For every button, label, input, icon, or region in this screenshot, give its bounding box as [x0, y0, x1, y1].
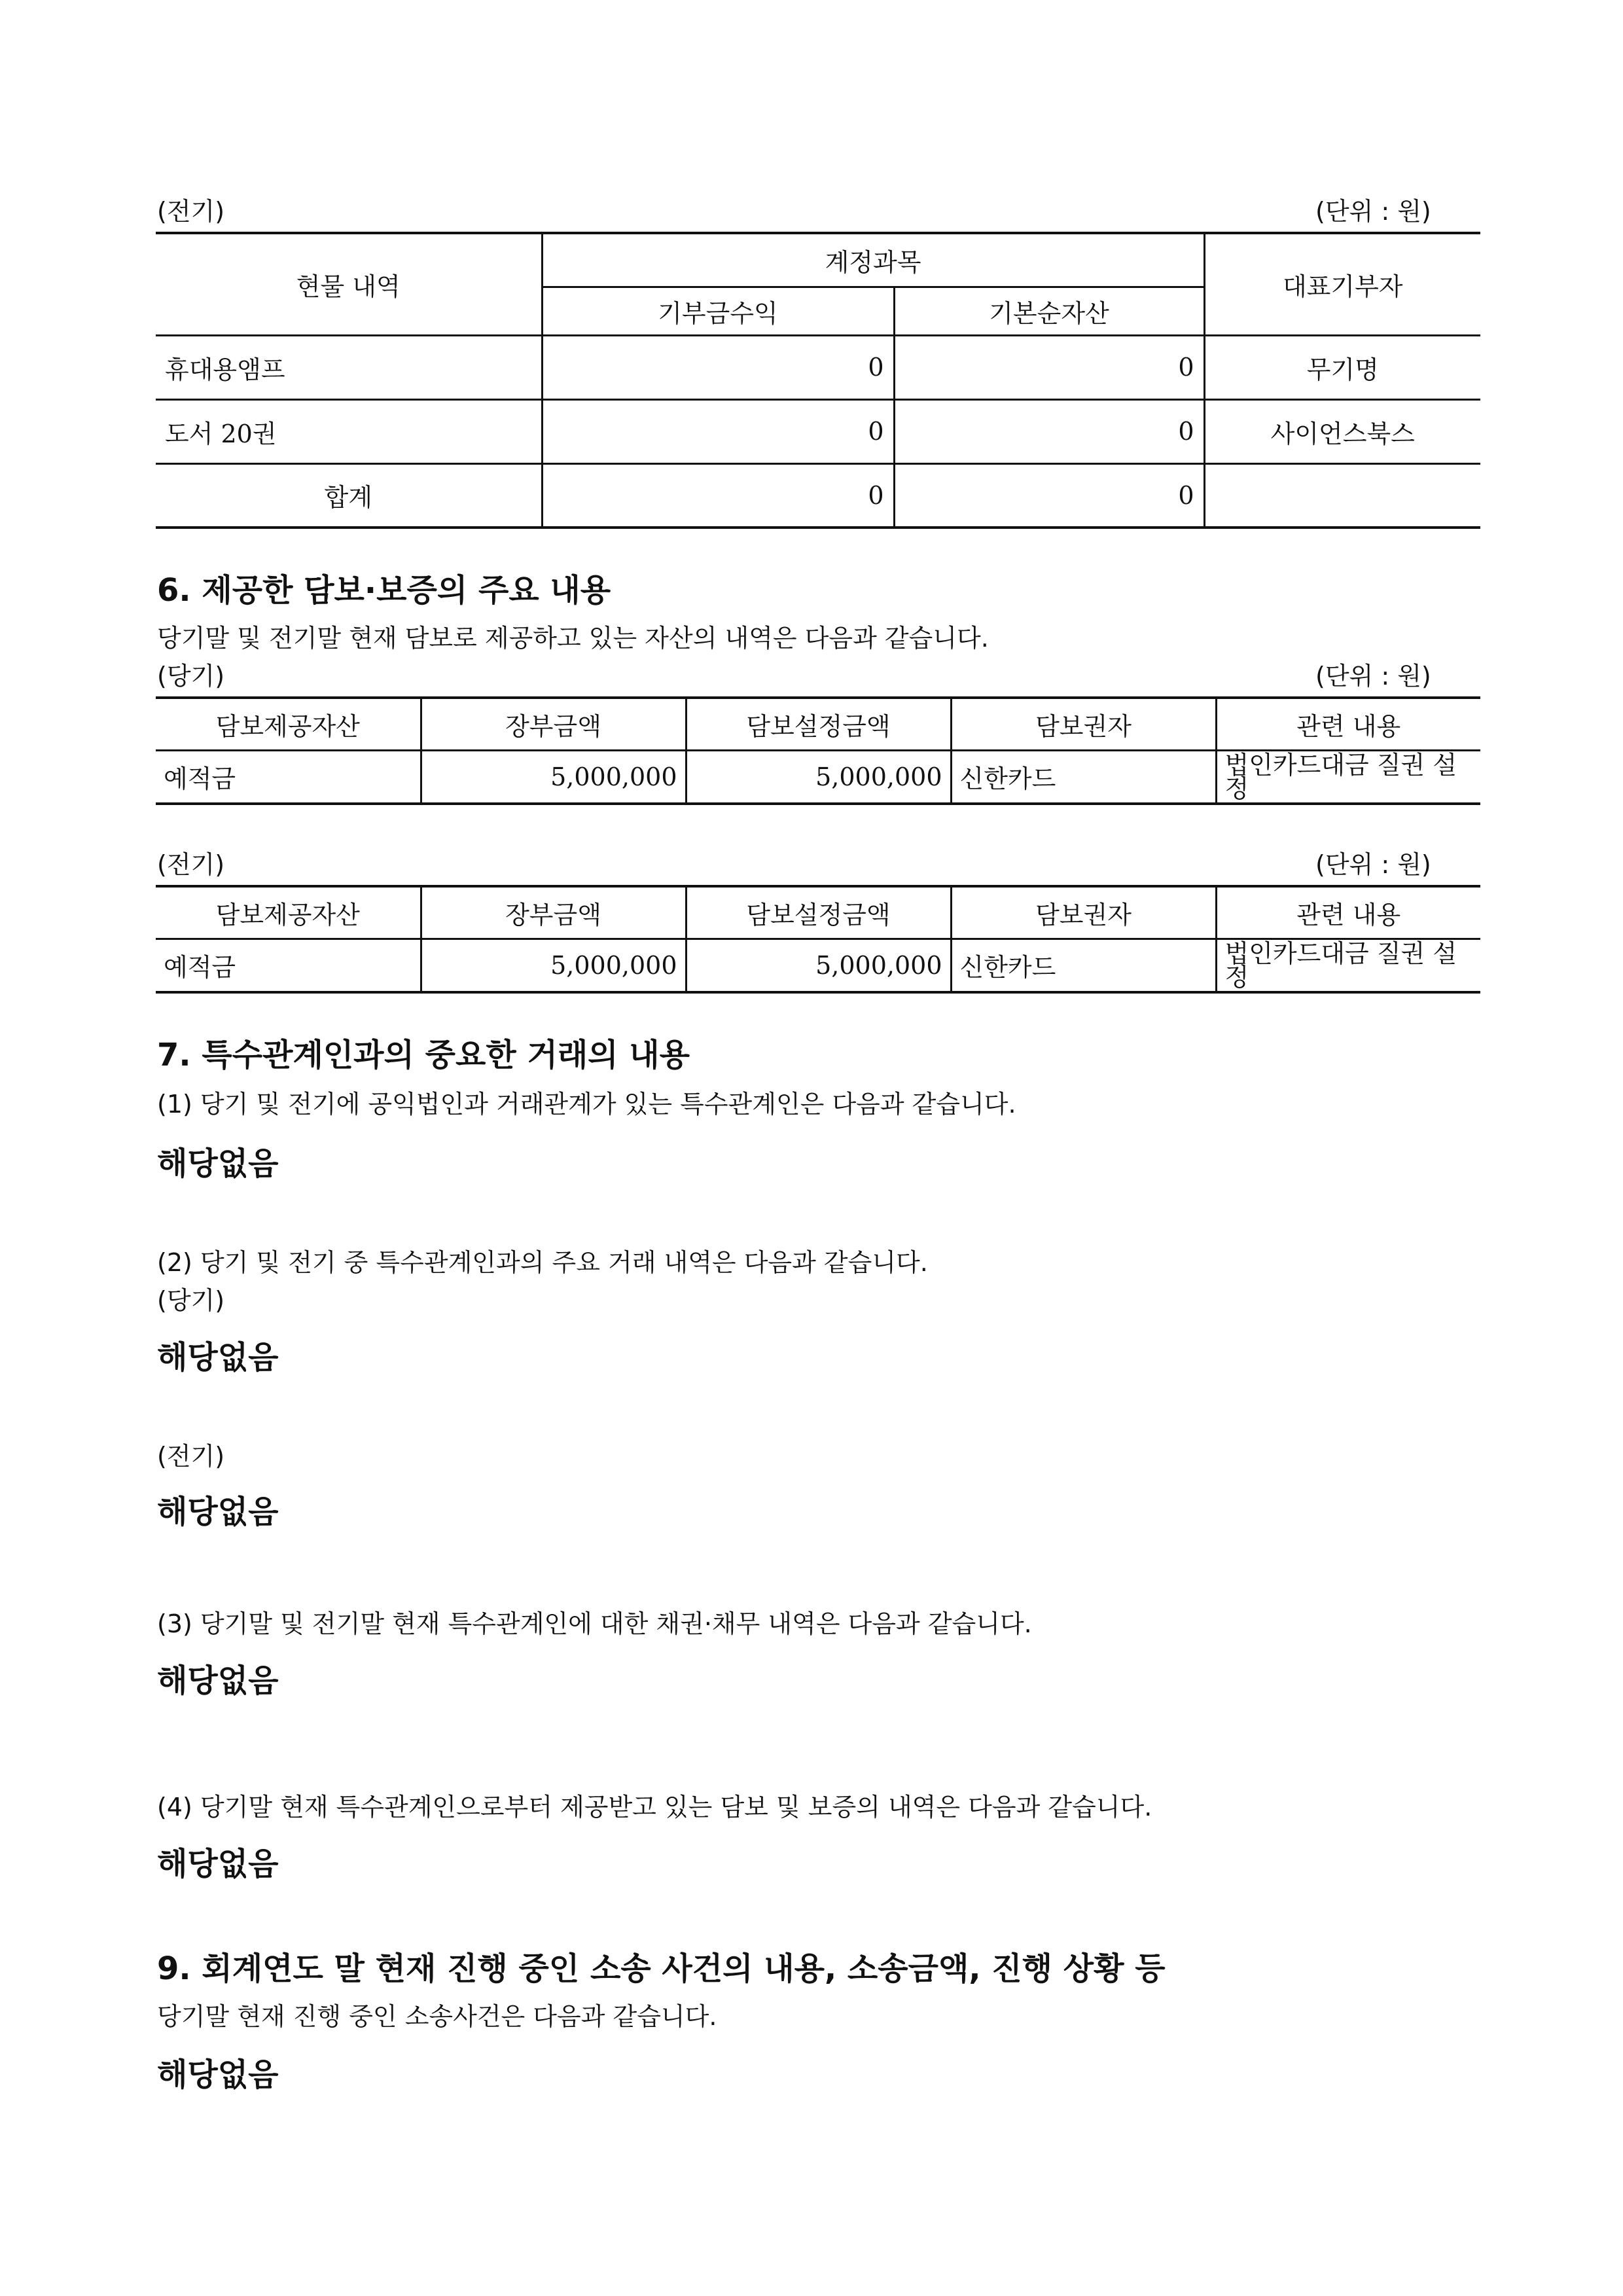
- paragraph: (2) 당기 및 전기 중 특수관계인과의 주요 거래 내역은 다음과 같습니다.: [157, 1248, 928, 1277]
- none-label: 해당없음: [157, 1145, 279, 1182]
- header-secured: 담보설정금액: [686, 886, 951, 939]
- header-asset: 담보제공자산: [156, 886, 421, 939]
- header-secured: 담보설정금액: [686, 698, 951, 750]
- total-row: [156, 463, 1480, 528]
- cell-net-assets: 0: [894, 335, 1204, 399]
- none-label: 해당없음: [157, 2056, 279, 2093]
- header-net-assets: 기본순자산: [894, 287, 1204, 335]
- none-label: 해당없음: [157, 1846, 279, 1882]
- paragraph: (1) 당기 및 전기에 공익법인과 거래관계가 있는 특수관계인은 다음과 같습니다.: [157, 1090, 1016, 1119]
- header-item: 현물 내역: [156, 233, 542, 335]
- table-row: [156, 399, 1480, 463]
- header-book: 장부금액: [421, 698, 686, 750]
- section-heading: 9. 회계연도 말 현재 진행 중인 소송 사건의 내용, 소송금액, 진행 상황 등: [157, 1950, 1166, 1987]
- cell-book: 5,000,000: [421, 939, 686, 992]
- table-row: [156, 335, 1480, 399]
- cell-secured: 5,000,000: [686, 750, 951, 804]
- cell-asset: 예적금: [156, 939, 421, 992]
- none-label: 해당없음: [157, 1339, 279, 1376]
- header-related: 관련 내용: [1216, 886, 1480, 939]
- collateral-table-prior: [156, 885, 1480, 994]
- total-donor: [1204, 463, 1480, 528]
- header-related: 관련 내용: [1216, 698, 1480, 750]
- cell-net-assets: 0: [894, 399, 1204, 463]
- cell-related: 법인카드대금 질권 설정: [1216, 939, 1480, 992]
- unit-label: (단위 : 원): [1315, 662, 1431, 691]
- paragraph: (4) 당기말 현재 특수관계인으로부터 제공받고 있는 담보 및 보증의 내역은 다음과 같습니다.: [157, 1793, 1152, 1821]
- table-caption: (전기): [157, 1442, 225, 1471]
- header-asset: 담보제공자산: [156, 698, 421, 750]
- cell-item: 휴대용앰프: [156, 335, 542, 399]
- collateral-table-current: [156, 696, 1480, 805]
- paragraph: (3) 당기말 및 전기말 현재 특수관계인에 대한 채권·채무 내역은 다음과 같습니다.: [157, 1609, 1032, 1638]
- section-heading: 6. 제공한 담보·보증의 주요 내용: [157, 572, 611, 609]
- none-label: 해당없음: [157, 1494, 279, 1530]
- unit-label: (단위 : 원): [1315, 850, 1431, 879]
- none-label: 해당없음: [157, 1662, 279, 1699]
- cell-secured: 5,000,000: [686, 939, 951, 992]
- header-donor: 대표기부자: [1204, 233, 1480, 335]
- unit-label: (단위 : 원): [1315, 197, 1431, 226]
- donation-table: [156, 232, 1480, 529]
- header-income: 기부금수익: [542, 287, 894, 335]
- cell-holder: 신한카드: [951, 750, 1216, 804]
- table-row: [156, 939, 1480, 992]
- cell-income: 0: [542, 335, 894, 399]
- cell-donor: 사이언스북스: [1204, 399, 1480, 463]
- header-book: 장부금액: [421, 886, 686, 939]
- total-label: 합계: [156, 463, 542, 528]
- total-net-assets: 0: [894, 463, 1204, 528]
- header-holder: 담보권자: [951, 698, 1216, 750]
- table-caption: (당기): [157, 662, 225, 691]
- table-row: [156, 750, 1480, 804]
- section-heading: 7. 특수관계인과의 중요한 거래의 내용: [157, 1037, 690, 1073]
- total-income: 0: [542, 463, 894, 528]
- section-description: 당기말 및 전기말 현재 담보로 제공하고 있는 자산의 내역은 다음과 같습니다.: [157, 624, 989, 653]
- cell-book: 5,000,000: [421, 750, 686, 804]
- cell-related: 법인카드대금 질권 설정: [1216, 750, 1480, 804]
- header-holder: 담보권자: [951, 886, 1216, 939]
- cell-item: 도서 20권: [156, 399, 542, 463]
- section-description: 당기말 현재 진행 중인 소송사건은 다음과 같습니다.: [157, 2002, 717, 2031]
- cell-donor: 무기명: [1204, 335, 1480, 399]
- cell-asset: 예적금: [156, 750, 421, 804]
- cell-holder: 신한카드: [951, 939, 1216, 992]
- cell-income: 0: [542, 399, 894, 463]
- table-caption: (당기): [157, 1286, 225, 1315]
- header-account: 계정과목: [542, 233, 1204, 287]
- table-caption: (전기): [157, 197, 225, 226]
- table-caption: (전기): [157, 850, 225, 879]
